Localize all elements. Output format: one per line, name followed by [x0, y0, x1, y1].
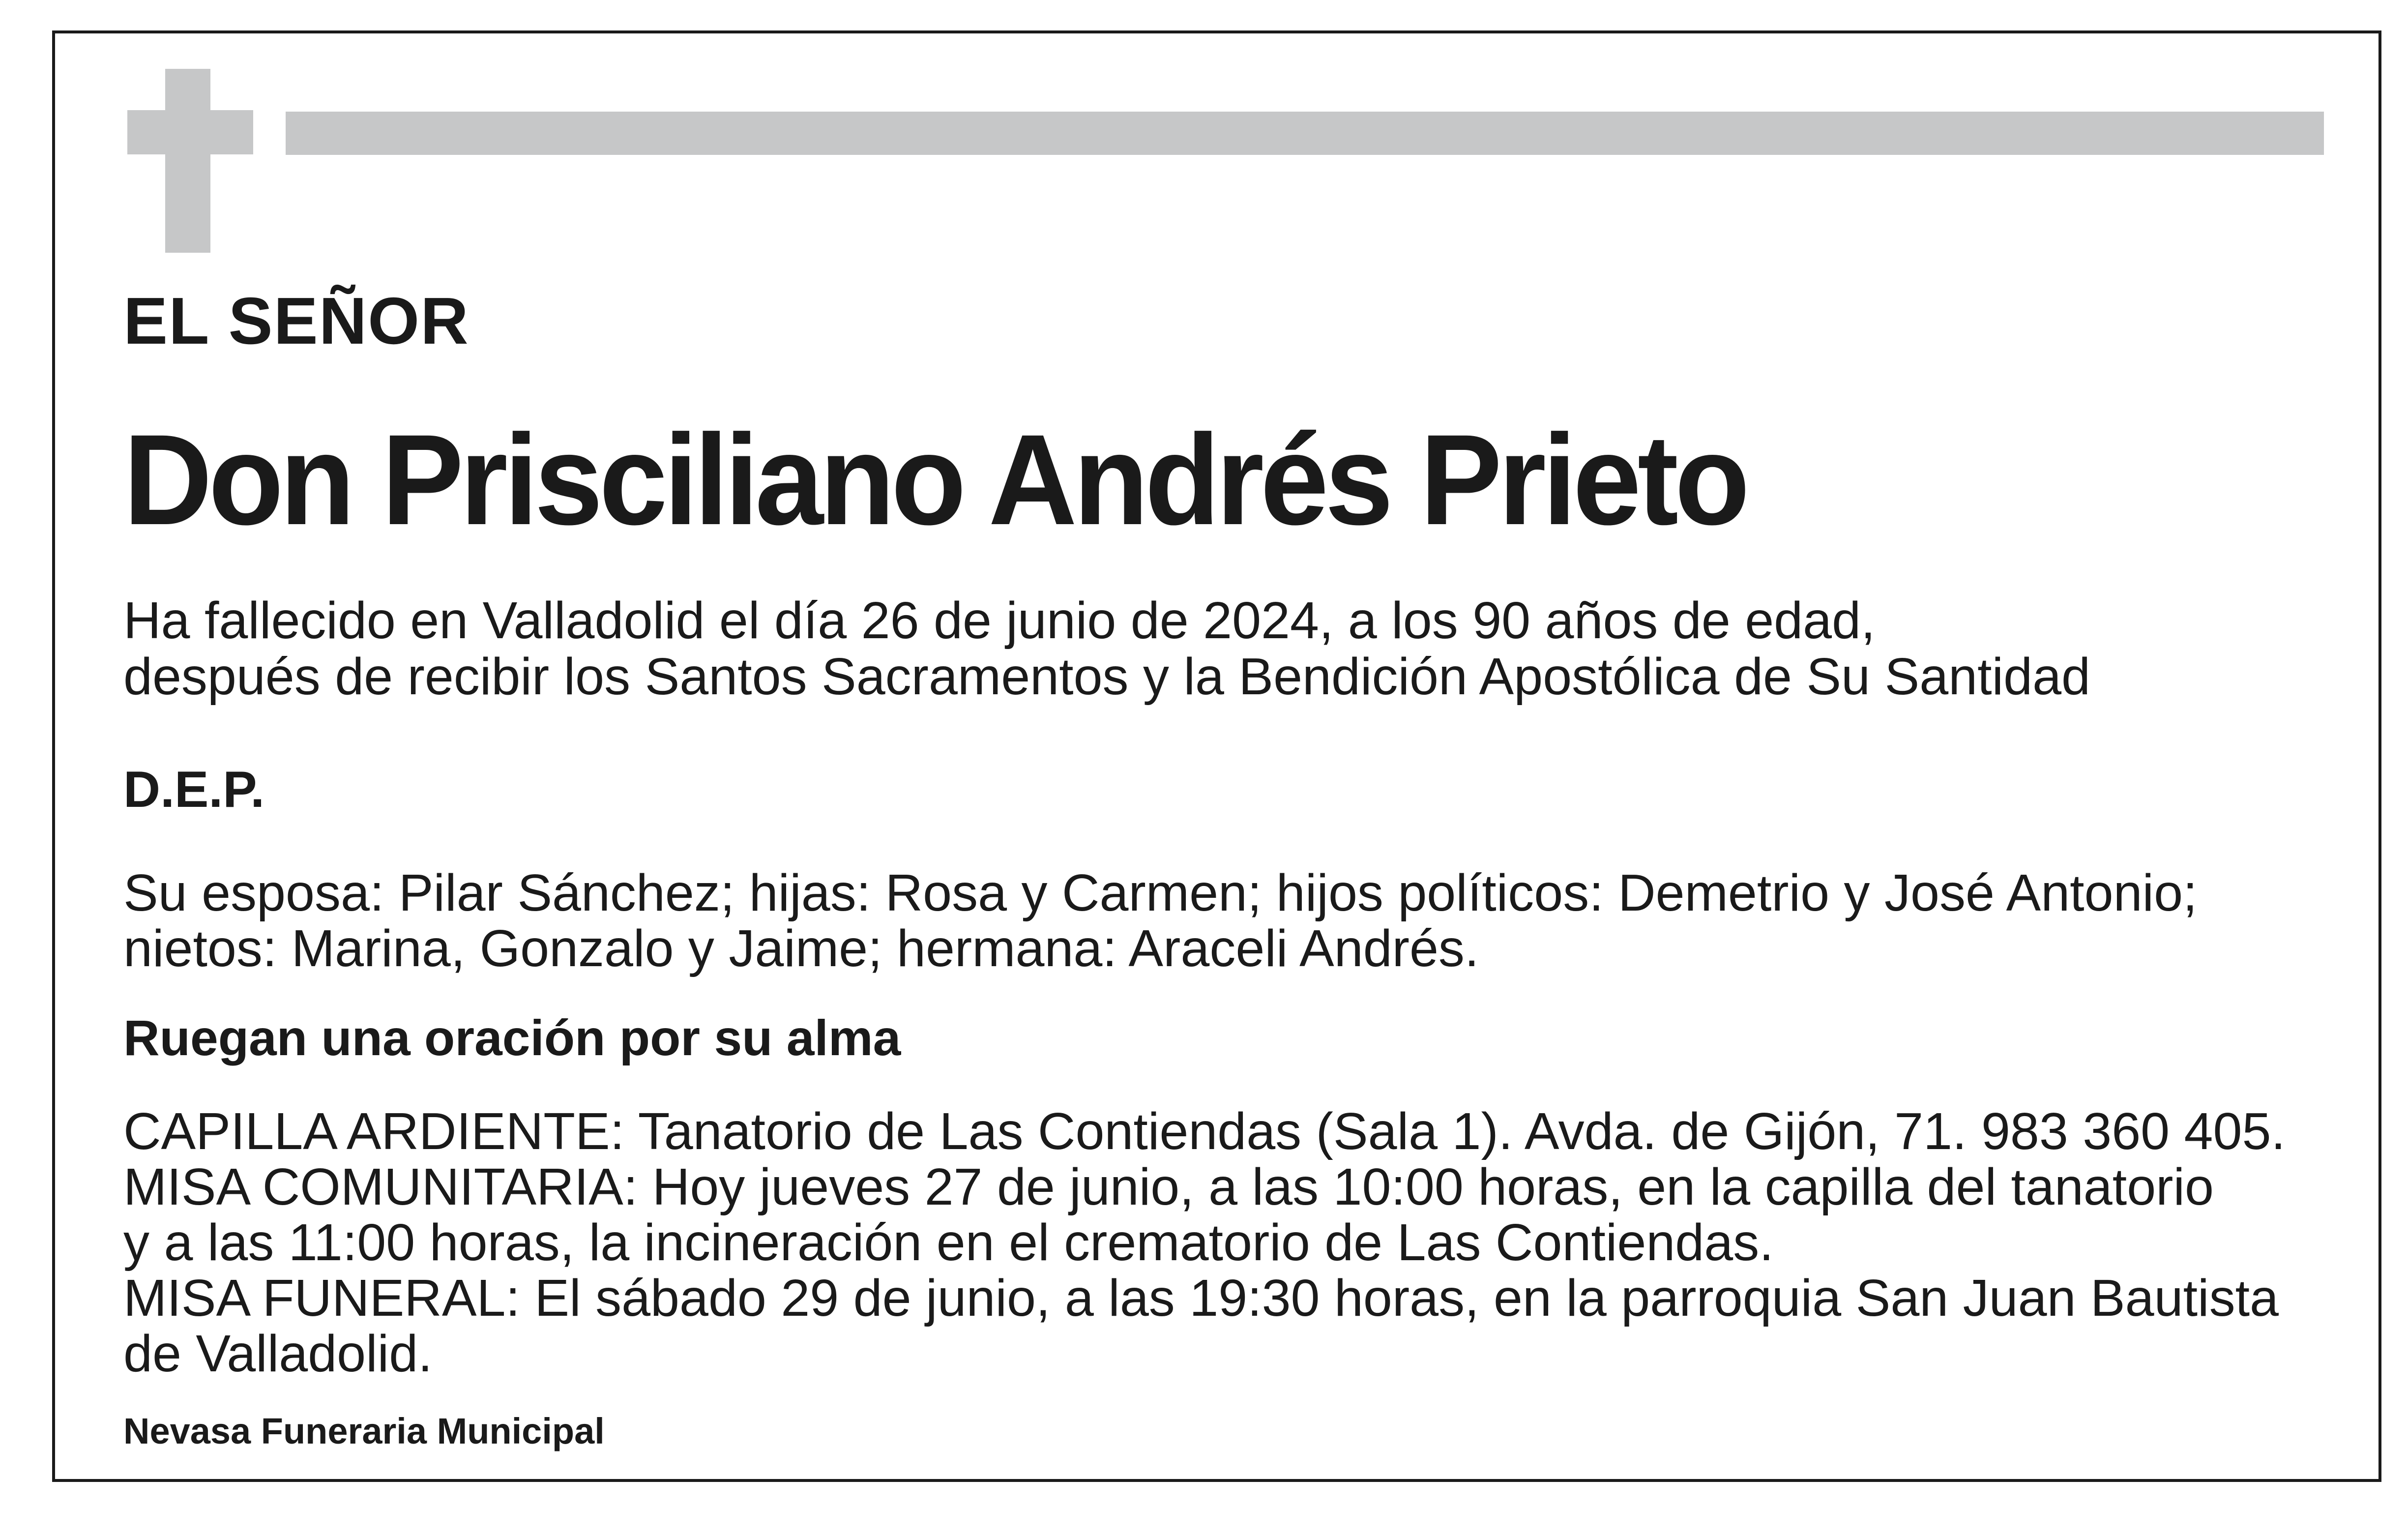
header-rule	[286, 112, 2324, 155]
cross-vertical-bar	[165, 69, 210, 253]
announcement-line-1: Ha fallecido en Valladolid el día 26 de junio de 2024, a los 90 años de edad,	[123, 592, 1876, 650]
services-line-2: MISA COMUNITARIA: Hoy jueves 27 de junio, a las 10:00 horas, en la capilla del tanatorio	[123, 1158, 2214, 1216]
family-line-1: Su esposa: Pilar Sánchez; hijas: Rosa y Carmen; hijos políticos: Demetrio y José Antonio;	[123, 864, 2198, 922]
dep-label: D.E.P.	[123, 761, 265, 818]
cross-horizontal-bar	[127, 110, 253, 154]
services-line-4: MISA FUNERAL: El sábado 29 de junio, a las 19:30 horas, en la parroquia San Juan Bautista	[123, 1269, 2279, 1327]
services-line-5: de Valladolid.	[123, 1325, 433, 1383]
funeral-home-name: Nevasa Funeraria Municipal	[123, 1411, 605, 1451]
prayer-request: Ruegan una oración por su alma	[123, 1010, 901, 1066]
services-line-3: y a las 11:00 horas, la incineración en el crematorio de Las Contiendas.	[123, 1213, 1774, 1272]
services-line-1: CAPILLA ARDIENTE: Tanatorio de Las Contiendas (Sala 1). Avda. de Gijón, 71. 983 360 405.	[123, 1102, 2286, 1160]
title-label: EL SEÑOR	[123, 284, 470, 358]
announcement-line-2: después de recibir los Santos Sacramentos y la Bendición Apostólica de Su Santidad	[123, 648, 2090, 706]
deceased-name: Don Prisciliano Andrés Prieto	[123, 408, 1746, 552]
family-line-2: nietos: Marina, Gonzalo y Jaime; hermana: Araceli Andrés.	[123, 919, 1479, 977]
